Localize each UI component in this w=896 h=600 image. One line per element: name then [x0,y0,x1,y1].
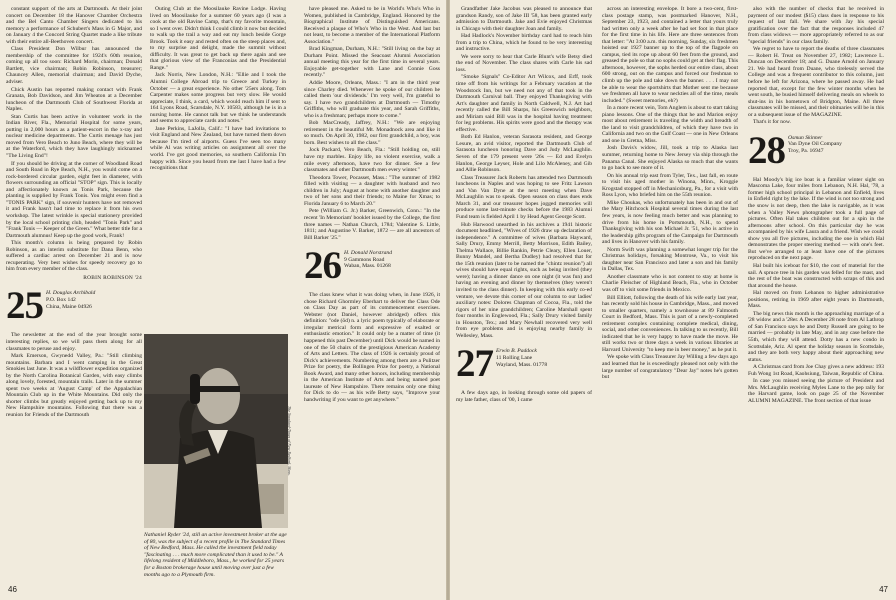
page-number: 47 [879,585,888,594]
class-heading-28 [748,128,884,172]
paragraph: Hub Harwood unearthed in his archives a 1941 historic document headlined, "Wives of 1926 draw up declaration of independence." A committee of wives (Barbara Hayward, Sally Drury, Emmy Merrill, Betty Morrison, Edith Bailey, Thelma Wallace, Billie Rankin, Petrie Cleary, Ellen Louer, Bunny Mandel, and Bertha Dudley) had resolved that for the 15th reunion (later to be named the "chintz reunion") all wives should have equal rights, such as being invited (they were); having a dinner dance on one night (it was fun) and having an evening and dinner by themselves (they weren't invited to the class dinner). In keeping with this early co-ed venture, we devote this corner of our column to our ladies' auxiliary notes: Dolores Chapman of Cocoa, Fla., told the rigors of her nine grandchildren; Caroline Marshall spent four months in Englewood, Fla.; Sally Drury visited family in Houston, Tex.; and Mary Newhall recovered very well from eye problems and is enjoying nearby family in Wellesley, Mass. [456,221,592,339]
paragraph: We spoke with Class Treasurer Jay Willing a few days ago and learned that he is exceedingly pleased not only with the large number of congratulatory "Dear Jay" notes he's gotten but [602,354,738,381]
class-number: 28 [748,128,785,172]
photo-credit: The Standard-Times of New Bedford, Mass. [287,406,292,476]
paragraph: "Smoke Signals" Co-Editor Art Wilcox, and Erff, took time off from his writings for a February vacation at the Woodstock Inn, but we need not any of that took in the Dartmouth Carnival ball. They enjoyed Thanksgiving with Art's daughter and family in North Caldwell, N.J. Art had recently called the Bill Sharps, his Greenwich neighbors, and Miriam said Bill was in the hospital having treatment for leg problems. His spirits were good and the therapy was effective. [456,74,592,133]
paragraph: Jack Norris, New London, N.H.: "Ellie and I took the Alumni College Abroad trip to Greece and Turkey in October — a great experience. No other '25ers along. Tom Carpenter makes some progress but very slow. He would appreciate, I think, a card, which would reach him if sent to 164 Lyons Road, Scarsdale, N.Y. 10583, although he is in a nursing home. He cannot talk but we think he understands and seems to appreciate cards and notes." [150,72,286,125]
address-line: Van Dyne Oil Company [788,141,842,148]
address-line: 9 Gammons Road [344,256,385,263]
paragraph: Josh Davis's widow, Jill, took a trip to Alaska last summer, returning home to New Jersey via ship through the Panama Canal. She enjoyed Alaska so much that she wants to go back to see more of it. [602,145,738,172]
paragraph: Theodora Tower, Pocasset, Mass.: "The summer of 1982 filled with visiting — a daughter with husband and two children in July; August at home with another daughter and two of her sons and their friends; to Maine for Xmas; to Florida January 6 to March 20." [304,174,440,207]
paragraph: across an interesting envelope. It bore a two-cent, first-class postage stamp, was postmarked Hanover, N.H., September 23, 1923, and contained a letter that yours truly had written only a week after he had set foot in that place for the first time in his life. Here are three sentences from that letter: "At 3:00 a.m. this morning, Sunday, six freshmen hoisted our 1927 banner up to the top of the flagpole on campus, tied its rope up about 60 feet from the ground, and greased the pole so that no sophs could get at their flag. This afternoon, however, the sophs herded our entire class, about 600 strong, out on the campus and forced our freshman to climb up the pole and take down the banner. . . . I may not be able to wear the sportshirts that Mother sent me because we freshmen all have to wear neckties all of the time, meals included." (Sweet memories, eh?) [602,6,738,104]
paragraph: This month's column is being prepared by Robin Robinson, as an interim substitute for Dana Benn, who suffered a cardiac arrest on December 21 and is now recuperating. Very best wishes for speedy recovery go to him from every member of the class. [6,240,142,273]
paragraph: Hal moved on from Lebanon to higher administrative positions, retiring in 1969 after eight years in Dartmouth, Mass. [748,290,884,310]
paragraph: Hal built his iceboat for $10, the cost of material for the sail. A spruce tree in his garden was felled for the mast, and the rest of the boat was constructed with scraps of this and that around the house. [748,262,884,289]
secretary-name: Erwin B. Paddock [496,348,537,355]
secretary-address [788,135,842,155]
address-line: 11 Rolling Lane [496,354,533,361]
paragraph: Brad Kingman, Durham, N.H.: "Still living on the bay at Durham Point. Missed the Seacoast Alumni Association annual meeting this year for the first time in several years. Enjoyable get-together with Lane and Connie Goss recently." [304,46,440,79]
secretary-address [496,348,547,368]
class-heading-25 [6,284,142,328]
paragraph: The newsletter at the end of the year brought some interesting replies, so we will pass them along for all classmates to peruse and enjoy. [6,332,142,352]
paragraph: Mark Emerson, Gwynedd Valley, Pa.: "Still climbing mountains. Barbara and I went camping in the Great Smokies last June. It was a wildflower expedition organized by the North Carolina Botanical Garden, with easy climbs along lovely, forested, mountain trails. Later in the summer spent two weeks at 'August Camp' of the Appalachian Mountain Club up in the White Mountains. Did only the shorter climbs but greatly enjoyed getting back up to my New Hampshire mountains. Following that there was a reunion for Friends of the Dartmouth [6,353,142,418]
photo-caption: Nathaniel Ryder '24, still an active investment broker at the age of 80, was the subject of a recent profile in The Standard Times of New Bedford, Mass. He called the investment field today "fascinating . . . much more complicated than it used to be." A lifelong resident of Middleboro, Mass., he worked for 25 years for a Boston brokerage house until moving over just a few months ago to a Plymouth firm. [144,532,287,578]
paragraph: Another classmate who is not content to stay at home is Charlie Fleischer of Highland Beach, Fla., who in October was off to visit some friends in Mexico. [602,273,738,293]
paragraph: In case you missed seeing the picture of President and Mrs. McLaughlin receiving Myles Lane to the pep rally for the Harvard game, look on page 25 of the November ALUMNI MAGAZINE. The front section of that issue [748,378,884,404]
paragraph: A Christmas card from Joe Chay gives a new address: 193 Fuh Wong 1st Road, Kaohsiung, Taiwan, Republic of China. [748,364,884,377]
paragraph: That's it for now. [753,119,791,126]
right-column-3 [748,6,884,578]
paragraph: Chick Austin has reported making contact with Frank Granata, Bob Davidson, and Jim Wheaton at a December luncheon of the Dartmouth Club of Southwest Florida at Naples. [6,86,142,113]
address-line: Waban, Mass. 01268 [344,263,391,270]
paragraph: Pete (William G. Jr.) Barker, Greenwich, Conn.: "In the recent 'In Memoriam' booklet issued by the College, the first three names — Nathan Church, 1784; Valentine S. Little, 1811; and Augustine V. Barker, 1872 — are all ancestors of Bill Barker '25." [304,208,440,241]
secretary-name: Osmun Skinner [788,134,823,141]
paragraph: Class Treasurer Jack Roberts has attended two Dartmouth luncheons in Naples and was hoping to see Fritz Lawson and Van Van Dyne at the next meeting when Dave McLaughlin was to speak. Open season on class dues ends March 31, and our treasurer hopes jogged memories will produce some last-minute checks before the 1983 Alumni Fund team is fielded April 1 by Head Agent George Scott. [456,174,592,220]
secretary-address [46,290,95,310]
paragraph: Class President Don Wilbur has announced the membership of the committee for 1924's 60th reunion, coming up all too soon: Richard Morin, chairman; Donald Bartlett, vice chairman; Robin Robinson, treasurer; Chauncey Allen, memorial chairman; and David Dyche, adviser. [6,46,142,86]
paragraph: Outing Club at the Moosilauke Ravine Lodge. Having lived on Moosilauke for a summer 60 years ago (I was a cook at the old Ravine Camp, that's my favorite mountain, so I went over. Didn't think I could climb it now but decided to walk up the trail a way and eat my lunch beside Gorge Brook. Took it easy and rested often on the steep places and, to my surprise and delight, made the summit without difficulty. It was great to get back up there again and see that glorious view of the Franconias and the Presidential Range." [150,6,286,71]
address-line: China, Maine 04926 [46,303,92,310]
portrait-photo [144,334,288,528]
paragraph: also with the number of checks that he received in payment of our modest ($15) class dues in response to his request of last fall. We share with Jay his special gratification over the fact that the responses included 47 from class widows — more appropriately referred to as our "special friends" in our class family. [748,6,884,45]
paragraph: In a more recent vein, Tom Anglem is about to start taking piano lessons. One of the things that he and Marion enjoy most about retirement is traveling the width and breadth of the land to visit grandchildren, of which they have two in California and two on the Gulf Coast — one in New Orleans and one in Gretna, Miss. [602,105,738,144]
paragraph: Bob MacCready, Jaffrey, N.H.: "We are enjoying retirement in the beautiful Mt. Monadnock area and like it so much. On April 30, 1982, our first grandchild, a boy, was born. Best wishes to all the class." [304,120,440,146]
class-number: 27 [456,342,493,386]
page-number: 46 [8,585,17,594]
paragraph: Both Ed Hanlon, veteran Sarasota resident, and George Lesure, an avid visitor, reported the Dartmouth Club of Sarasota luncheon honoring Dave and Judy McLaughlin. Seven of the 179 present were '26s — Ed and Evelyn Hanlon, George Leyser, Hole and Lilo McAleney, and Gib and Allie Robinson. [456,134,592,174]
column-signature: ROBIN ROBINSON '24 [83,274,142,281]
paragraph: We regret to have to report the deaths of three classmates — Robert H. Treat on November 27, 1982; Lawrence L. Duncan on December 18; and G. Duane Arnold on January 21. We had heard from Duane, who tirelessly served the College and was a frequent contributor to this column, just before he left for Arizona, where he passed away. He had reported that, except for the few winter months when he went south, he busied himself delivering meals on wheels to shut-ins in his hometown of Bridgton, Maine. All three classmates will be missed, and their obituaries will be in this or a subsequent issue of the MAGAZINE. [748,46,884,118]
paragraph: Had Hadlock's November birthday card had to reach him from a trip to China, which he found to be very interesting and instructive. [456,33,592,53]
right-column-1 [456,6,592,578]
paragraph: Hal Moody's big ice boat is a familiar winter sight on Mascoma Lake, four miles from Lebanon, N.H. Hal, '78, a former high school principal in Lebanon and Enfield, lives in Enfield right by the lake. If the wind is not too strong and the snow is not deep, then the lake is navigable, as it was when a Valley News photographer took a full page of pictures. Often Hal takes children out for a spin in the afternoons after school. On this particular day he was accompanied by his wife Laura and a friend. Wish we could show you all five pictures, including the one in which Hal demonstrates the proper steering method — with one's feet. But we've arranged to at least have one of the pictures reproduced on the next page. [748,176,884,262]
paragraph: The big news this month is the approaching marriage of a '28 widow and a '28er. A December 28 note from Al Lathrop of San Francisco says he and Dotty Russell are going to be married — probably in late May, and in any case before the 55th, which they will attend. Dotty has a new condo in Scottsdale, Ariz. Al spent the holiday season in Scottsdale, and they are both very happy about their approaching new status. [748,310,884,363]
paragraph: Mike Choukas, who unfortunately has been in and out of the Mary Hitchcock Hospital several times during the last few years, is now feeling much better and was planning to drive from his home in Portsmouth, N.H., to spend Thanksgiving with his son Michael Jr. '51, who is active in the leadership gifts program of the Campaign for Dartmouth and lives in Hanover with his family. [602,199,738,246]
paragraph: If you should be driving at the corner of Woodland Road and South Road in Rye Beach, N.H., you would come on a rock-bordered circular garden, eight feet in diameter, with flowers surrounding an official "STOP" sign. This is locally and affectionately known as Tonis Park, because the planting is supplied by Frank Tonis. You might even find a "TONIS PARK" sign, if souvenir hunters have not removed it and Frank hasn't had time to replace it from his own workshop. The latest wrinkle is special stationery provided by the local school printing club, headed "Tonis Park" and "Frank Tonis — Keeper of the Green." What better title for a Dartmouth alumnus! Keep up the good work, Frank! [6,160,142,239]
paragraph: have pleased me. Asked to be in World's Who's Who in Women, published in Cambridge, England. Honored by the Biographical Institute of Distinguished Americans. Received a plaque of Who's Who in the West. And last but not least, to become a member of the International Platform Association." [304,6,440,45]
secretary-address [344,250,392,270]
class-heading-26 [304,244,440,288]
portrait-illustration [144,334,288,528]
class-number: 26 [304,244,341,288]
left-column-3 [304,6,440,578]
right-page [450,0,896,600]
secretary-name: H. Douglas Archibald [46,290,96,297]
left-column-1 [6,6,142,578]
paragraph: constant support of the arts at Dartmouth. At their joint concert on December 18 the Hanover Chamber Orchestra and the Bel Canto Chamber Singers dedicated to his memory a performance of Schubert's Mass in G Major, and on January 4 the Concord String Quartet made a like tribute with their entire all-Beethoven concert. [6,6,142,45]
left-page [0,0,446,600]
paragraph: Stan Curtis has been active in volunteer work in the Indian River, Fla., Memorial Hospital for some years, putting in 2,000 hours as a patient-escort in the x-ray and nuclear medicine departments. The Curtis menage has just moved from Vero Beach to Juno Beach, where they will be at the Waterford, which they have laughingly nicknamed "The Living End"! [6,113,142,160]
address-line: Wayland, Mass. 01778 [496,361,548,368]
paragraph: Jane Perkins, LaJolla, Calif.: "I have had invitations to visit England and New Zealand, but have turned them down because I'm tired of airports. Guess I've seen too many while Al was writing articles on assignment all over the world. I've got good memories, so southern California I'm happy with. Since you heard from me last I have had a few recognitions that [150,125,286,172]
paragraph: Bill Elliott, following the death of his wife early last year, has recently sold his house in Cambridge, Mass., and moved to smaller quarters, namely a townhouse at 89 Falmouth Court in Bedford, Mass. This is part of a newly-completed retirement complex containing complete medical, dining, social, and other conveniences. In talking to us recently, Bill indicated that he is very happy to have made the move. He still works two or three days a week in various libraries at Harvard University "to keep me in beer money," as he put it. [602,294,738,353]
paragraph: On his annual trip east from Tyler, Tex., last fall, en route to visit his aged mother in Winona, Minn., Kroggie Krogstad stopped off in Mechanicsburg, Pa., for a visit with Ross Lyon, who briefed him on the 55th reunion. [602,172,738,199]
class-number: 25 [6,284,43,328]
left-column-2 [150,6,286,328]
right-column-2 [602,6,738,578]
secretary-name: H. Donald Norstrand [344,250,393,257]
paragraph: The class knew what it was doing when, in June 1926, it chose Richard Ghormley Eberhart to deliver the Class Ode on Class Day as part of its commencement exercises. Webster (not Daniel, however abridged) offers this definition: "ode (ōd) n. a lyric poem typically of elaborate or irregular metrical form and expressive of exalted or enthusiastic emotion." It could only be a matter of time (it happened this past December) until Dick would be named in one of the 50 chairs of the prestigious American Academy of Arts and Letters. The class of 1926 is certainly proud of Dick's achievements. Numbering among them are a Pulitzer Prize for poetry, the Bollingen Prize for poetry, a National Book Award, and many other honors, including membership in the American Institute of Arts and being named poet laureate of New Hampshire. There remains only one thing for Dick to do — as his wife Betty says, "Improve your handwriting if you want to get anywhere." [304,292,440,403]
paragraph: Jock Packard, Vero Beach, Fla.: "Still holding on, still have my marbles. Enjoy life, no violent exercise, walk a mile every afternoon, have two for dinner. See a few classmates and other Dartmouth men every winter." [304,147,440,174]
paragraph: We were sorry to hear that Carle Blunt's wife Betsy died the end of November. The class shares with Carle his sad loss. [456,53,592,73]
address-line: P.O. Box 142 [46,297,76,304]
paragraph: A few days ago, in looking through some old papers of my late father, class of '00, I came [456,390,592,403]
paragraph: Norm Swift was planning a somewhat longer trip for the Christmas holidays, forsaking Montrose, Va., to visit his daughter near San Francisco and later a son and his family in Dallas, Tex. [602,246,738,273]
class-heading-27 [456,342,592,386]
paragraph: Addie Moore, Orleans, Mass.: "I am in the third year since Charley died. Whenever he spoke of our children he called them 'our dividends.' I'm very well, I'm grateful to say. I have two grandchildren at Dartmouth — Timothy Griffiths, who will graduate this year, and Sarah Griffiths, who is a freshman; perhaps more to come." [304,80,440,119]
address-line: Troy, Pa. 16947 [788,148,824,155]
paragraph: Grandfather Jake Jacobus was pleased to announce that grandson Randy, son of Jake III '58, has been granted early admission to Dartmouth. Jake and Evie enjoyed Christmas in Chicago with their daughter Joan and family. [456,6,592,32]
